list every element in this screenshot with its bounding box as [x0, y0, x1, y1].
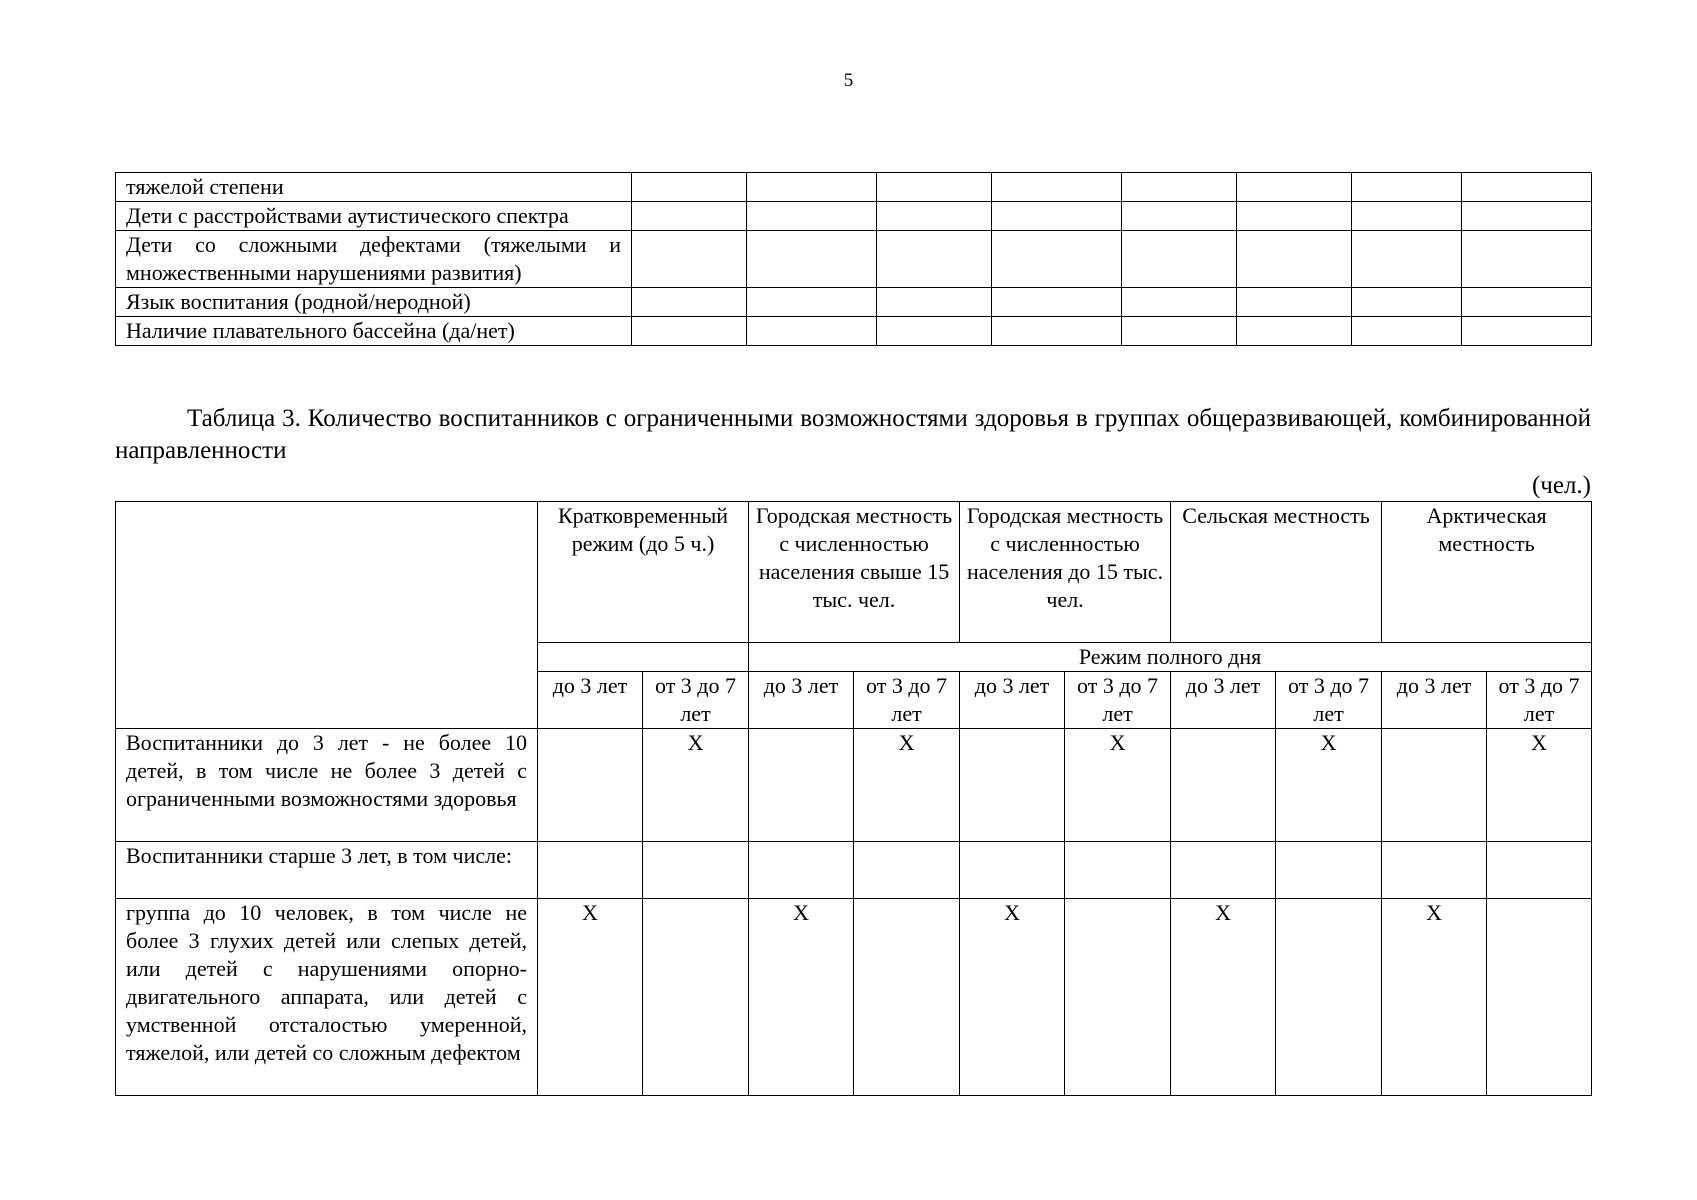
row-label: тяжелой степени	[116, 173, 632, 202]
table-cell	[992, 288, 1122, 317]
table-cell	[992, 317, 1122, 346]
table-cell	[749, 729, 854, 842]
table3-caption-text: Таблица 3. Количество воспитанников с ограниченными возможностями здоровья в группах общеразвивающей, комбинированной направленности	[115, 405, 1591, 464]
table-cell	[1352, 202, 1462, 231]
table-cell	[538, 729, 643, 842]
table-cell	[1065, 899, 1171, 1096]
age-header: от 3 до 7 лет	[643, 672, 749, 729]
table3	[115, 501, 1592, 1096]
table-cell	[877, 288, 992, 317]
table-cell	[1122, 288, 1237, 317]
table-cell	[1276, 899, 1382, 1096]
table-cell	[992, 231, 1122, 288]
table-cell	[854, 899, 960, 1096]
cross-mark-cell: X	[960, 899, 1065, 1096]
table-row	[116, 842, 1592, 899]
row-label: Дети со сложными дефектами (тяжелыми и множественными нарушениями развития)	[116, 231, 632, 288]
table-cell	[749, 842, 854, 899]
age-header: от 3 до 7 лет	[854, 672, 960, 729]
table3-unit: (чел.)	[1531, 472, 1591, 499]
row-label: Язык воспитания (родной/неродной)	[116, 288, 632, 317]
table-cell	[747, 202, 877, 231]
table-cell	[643, 842, 749, 899]
cross-mark-cell: X	[538, 899, 643, 1096]
table3-header-group: Кратковременный режим (до 5 ч.)	[538, 502, 749, 643]
table-cell	[1462, 288, 1592, 317]
table-cell	[854, 842, 960, 899]
row-label: Воспитанники до 3 лет - не более 10 детей, в том числе не более 3 детей с ограниченными возможностями здоровья	[116, 729, 538, 842]
table3-header-full-day: Режим полного дня	[749, 643, 1592, 672]
table-cell	[877, 173, 992, 202]
table-cell	[1065, 842, 1171, 899]
table3-corner-cell	[116, 502, 538, 729]
table-cell	[747, 288, 877, 317]
table-cell	[1352, 173, 1462, 202]
table-cell	[632, 173, 747, 202]
table-row	[116, 729, 1592, 842]
page-number: 5	[843, 70, 854, 91]
cross-mark-cell: X	[1487, 729, 1592, 842]
table-row	[116, 288, 1592, 317]
table-cell	[1122, 173, 1237, 202]
table3-header-group: Городская местность с численностью населения свыше 15 тыс. чел.	[749, 502, 960, 643]
row-label: группа до 10 человек, в том числе не более 3 глухих детей или слепых детей, или детей с нарушениями опорно-двигательного аппарата, или детей с умственной отсталостью умеренной, тяжелой, или детей со сложным дефектом	[116, 899, 538, 1096]
table-cell	[877, 202, 992, 231]
cross-mark-cell: X	[1276, 729, 1382, 842]
table-cell	[632, 231, 747, 288]
continued-table	[115, 172, 1592, 346]
table-cell	[960, 729, 1065, 842]
table3-header-group: Арктическая местность	[1382, 502, 1592, 643]
table-cell	[632, 202, 747, 231]
age-header: до 3 лет	[1171, 672, 1276, 729]
table3-header-group: Городская местность с численностью населения до 15 тыс. чел.	[960, 502, 1171, 643]
age-header: от 3 до 7 лет	[1276, 672, 1382, 729]
table-row	[116, 231, 1592, 288]
table-cell	[992, 173, 1122, 202]
table-cell	[1171, 729, 1276, 842]
table-cell	[1237, 317, 1352, 346]
table-cell	[1352, 231, 1462, 288]
table-cell	[747, 231, 877, 288]
table-row	[116, 899, 1592, 1096]
table-cell	[877, 231, 992, 288]
age-header: от 3 до 7 лет	[1487, 672, 1592, 729]
table-cell	[1237, 288, 1352, 317]
table-cell	[1276, 842, 1382, 899]
table-cell	[1122, 231, 1237, 288]
age-header: до 3 лет	[749, 672, 854, 729]
table-cell	[1122, 202, 1237, 231]
table-cell	[643, 899, 749, 1096]
table-cell	[1462, 317, 1592, 346]
table-cell	[1462, 202, 1592, 231]
cross-mark-cell: X	[1382, 899, 1487, 1096]
age-header: до 3 лет	[538, 672, 643, 729]
table3-header-row-groups	[116, 502, 1592, 643]
cross-mark-cell: X	[643, 729, 749, 842]
cross-mark-cell: X	[1065, 729, 1171, 842]
table-cell	[1487, 842, 1592, 899]
table-row	[116, 317, 1592, 346]
cross-mark-cell: X	[1171, 899, 1276, 1096]
table-cell	[1122, 317, 1237, 346]
row-label: Наличие плавательного бассейна (да/нет)	[116, 317, 632, 346]
table-cell	[1462, 173, 1592, 202]
table-cell	[1237, 173, 1352, 202]
table-cell	[1352, 317, 1462, 346]
row-label: Дети с расстройствами аутистического спектра	[116, 202, 632, 231]
table-cell	[747, 173, 877, 202]
table-cell	[1237, 202, 1352, 231]
table-cell	[632, 317, 747, 346]
table-cell	[1487, 899, 1592, 1096]
table-cell	[1382, 729, 1487, 842]
cross-mark-cell: X	[749, 899, 854, 1096]
table3-caption	[115, 403, 1591, 467]
table-cell	[1382, 842, 1487, 899]
table-row	[116, 202, 1592, 231]
table-cell	[747, 317, 877, 346]
table3-header-group: Сельская местность	[1171, 502, 1382, 643]
table-cell	[992, 202, 1122, 231]
cross-mark-cell: X	[854, 729, 960, 842]
table-cell	[538, 842, 643, 899]
age-header: до 3 лет	[960, 672, 1065, 729]
table-row	[116, 173, 1592, 202]
table-cell	[632, 288, 747, 317]
table-cell	[1462, 231, 1592, 288]
table-cell	[960, 842, 1065, 899]
table3-empty-cell	[538, 643, 749, 672]
table-cell	[1171, 842, 1276, 899]
row-label: Воспитанники старше 3 лет, в том числе:	[116, 842, 538, 899]
table-cell	[877, 317, 992, 346]
table-cell	[1352, 288, 1462, 317]
table-cell	[1237, 231, 1352, 288]
age-header: до 3 лет	[1382, 672, 1487, 729]
age-header: от 3 до 7 лет	[1065, 672, 1171, 729]
